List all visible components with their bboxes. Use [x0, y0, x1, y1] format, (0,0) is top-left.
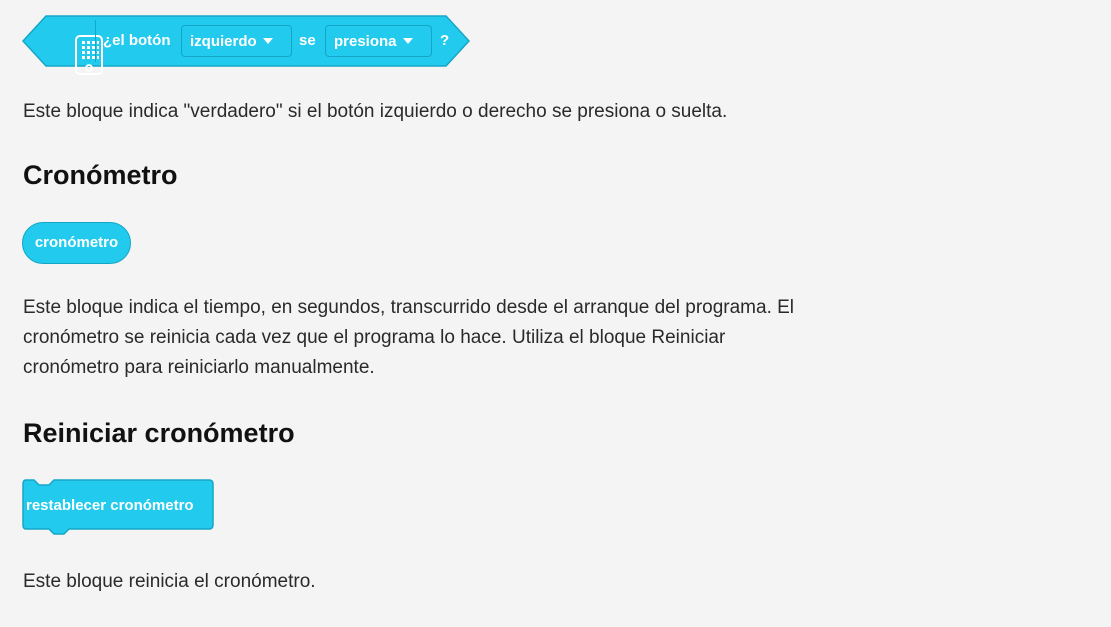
block-prefix-text: ¿el botón [103, 32, 171, 49]
timer-heading: Cronómetro [23, 160, 178, 190]
timer-description-line: cronómetro se reinicia cada vez que el programa lo hace. Utiliza el bloque Reiniciar [23, 327, 726, 348]
action-dropdown[interactable] [325, 25, 432, 57]
chevron-down-icon [263, 38, 273, 44]
reset-timer-description: Este bloque reinicia el cronómetro. [23, 571, 316, 592]
block-middle-text: se [299, 32, 316, 49]
button-dropdown-value: izquierdo [190, 33, 257, 50]
icon-divider [95, 20, 96, 62]
reset-timer-label: restablecer cronómetro [26, 497, 194, 514]
chevron-down-icon [403, 38, 413, 44]
timer-reporter-block[interactable]: cronómetro [22, 222, 131, 264]
reset-timer-heading: Reiniciar cronómetro [23, 418, 295, 448]
reset-timer-block[interactable] [22, 479, 214, 539]
action-dropdown-value: presiona [334, 33, 397, 50]
block-suffix-text: ? [440, 32, 450, 49]
timer-description-line: Este bloque indica el tiempo, en segundos, transcurrido desde el arranque del programa. El [23, 297, 795, 318]
button-block-description: Este bloque indica "verdadero" si el botón izquierdo o derecho se presiona o suelta. [23, 101, 728, 122]
button-dropdown[interactable] [181, 25, 292, 57]
button-pressed-block[interactable] [22, 15, 470, 67]
timer-description [23, 293, 794, 383]
timer-description-line: cronómetro para reiniciarlo manualmente. [23, 357, 375, 378]
microbit-device-icon [75, 35, 103, 75]
